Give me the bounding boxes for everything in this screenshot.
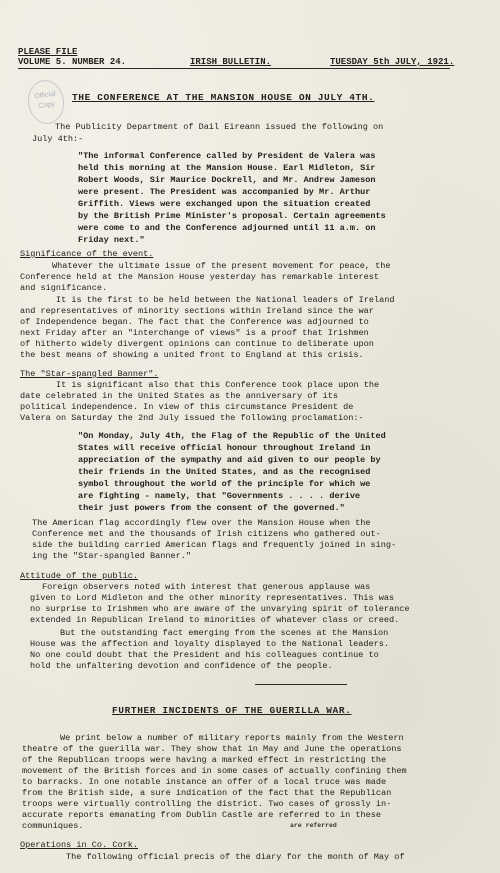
text-line: Conference held at the Mansion House yesterday has remarkable interest [20,272,380,282]
quote-line: were come to and the Conference adjourned until 11 a.m. on [78,223,376,233]
text-line: It is the first to be held between the National leaders of Ireland [56,295,395,305]
text-line: extended in Republican Ireland to minorities of whatever class or creed. [30,615,400,625]
official-copy-stamp: Official Copy [25,78,67,127]
quote-line: their just powers from the consent of the governed." [78,503,345,513]
text-line: of hitherto widely divergent opinions can continue to deliberate upon [20,339,374,349]
text-line: Foreign observers noted with interest that generous applause was [42,582,371,592]
text-line: and representatives of minority sections within Ireland since the war [20,306,374,316]
quote-line: by the British Prime Minister's proposal. Certain agreements [78,211,386,221]
text-line: theatre of the guerilla war. They show that in May and June the operations [22,744,402,754]
text-line: of Independence began. The fact that the Conference was adjourned to [20,317,369,327]
text-line: given to Lord Midleton and the other minority representatives. This was [30,593,395,603]
header-divider [18,68,450,69]
text-line: Conference met and the thousands of Irish citizens who gathered out- [32,529,381,539]
text-line: House was the affection and loyalty displayed to the National leaders. [30,639,390,649]
text-line: from the British side, a sure indication of the fact that the Republican [22,788,392,798]
text-line: side the building carried American flags and frequently joined in sing- [32,540,397,550]
text-line: the best means of showing a united front to England at this crisis. [20,350,364,360]
text-line: to barracks. In one notable instance an offer of a local truce was made [22,777,387,787]
quote-line: held this morning at the Mansion House. Earl Midleton, Sir [78,163,376,173]
quote-line: Griffith. Views were exchanged upon the situation created [78,199,371,209]
text-line: date celebrated in the United States as the anniversary of its [20,391,338,401]
text-line: Valera on Saturday the 2nd July issued the following proclamation:- [20,413,364,423]
quote-line: their friends in the United States, and as the recognised [78,467,371,477]
quote-line: States will receive official honour throughout Ireland in [78,443,371,453]
article-title: THE CONFERENCE AT THE MANSION HOUSE ON JULY 4TH. [72,92,375,103]
text-line: next Friday after an "interchange of views" is a proof that Irishmen [20,328,369,338]
text-line: But the outstanding fact emerging from the scenes at the Mansion [60,628,389,638]
text-line: The American flag accordingly flew over the Mansion House when the [32,518,371,528]
file-label: PLEASE FILE [18,47,78,57]
text-line: We print below a number of military reports mainly from the Western [60,733,404,743]
section-heading: Significance of the event. [20,249,154,259]
text-line: of the Republican troops were having a marked effect in restricting the [22,755,387,765]
text-line: troops were virtually controlling the district. Two cases of grossly in- [22,799,392,809]
text-line: No one could doubt that the President and his colleagues continue to [30,650,379,660]
publication-name: IRISH BULLETIN. [190,57,272,67]
text-line: political independence. In view of this circumstance President de [20,402,354,412]
handwritten-note: are referred [290,822,337,829]
text-line: hold the unfaltering devotion and confidence of the people. [30,661,333,671]
text-line: The Publicity Department of Dail Eireann issued the following on [55,122,384,132]
section-heading: Operations in Co. Cork. [20,840,138,850]
text-line: It is significant also that this Conference took place upon the [56,380,380,390]
publication-date: TUESDAY 5th JULY, 1921. [330,57,455,67]
text-line: July 4th:- [32,134,84,144]
volume-number: VOLUME 5. NUMBER 24. [18,57,127,67]
quote-line: appreciation of the sympathy and aid given to our people by [78,455,381,465]
text-line: accurate reports emanating from Dublin Castle are referred to in these [22,810,382,820]
quote-line: Friday next." [78,235,145,245]
quote-line: "On Monday, July 4th, the Flag of the Republic of the United [78,431,386,441]
text-line: movement of the British forces and in some cases of actually confining them [22,766,407,776]
text-line: no surprise to Irishmen who are aware of the unvarying spirit of tolerance [30,604,410,614]
text-line: communiques. [22,821,84,831]
section-heading: The "Star-spangled Banner". [20,369,159,379]
quote-line: were present. The President was accompanied by Mr. Arthur [78,187,371,197]
text-line: and significance. [20,283,108,293]
text-line: Whatever the ultimate issue of the present movement for peace, the [52,261,391,271]
section-divider [255,684,347,685]
text-line: The following official precis of the diary for the month of May of [66,852,405,862]
quote-line: symbol throughout the world of the principle for which we [78,479,371,489]
quote-line: "The informal Conference called by President de Valera was [78,151,376,161]
quote-line: are fighting - namely, that "Governments . . . . derive [78,491,361,501]
text-line: ing the "Star-spangled Banner." [32,551,191,561]
quote-line: Robert Woods, Sir Maurice Dockrell, and Mr. Andrew Jameson [78,175,376,185]
section-heading: Attitude of the public. [20,571,138,581]
article-title-2: FURTHER INCIDENTS OF THE GUERILLA WAR. [112,705,352,716]
